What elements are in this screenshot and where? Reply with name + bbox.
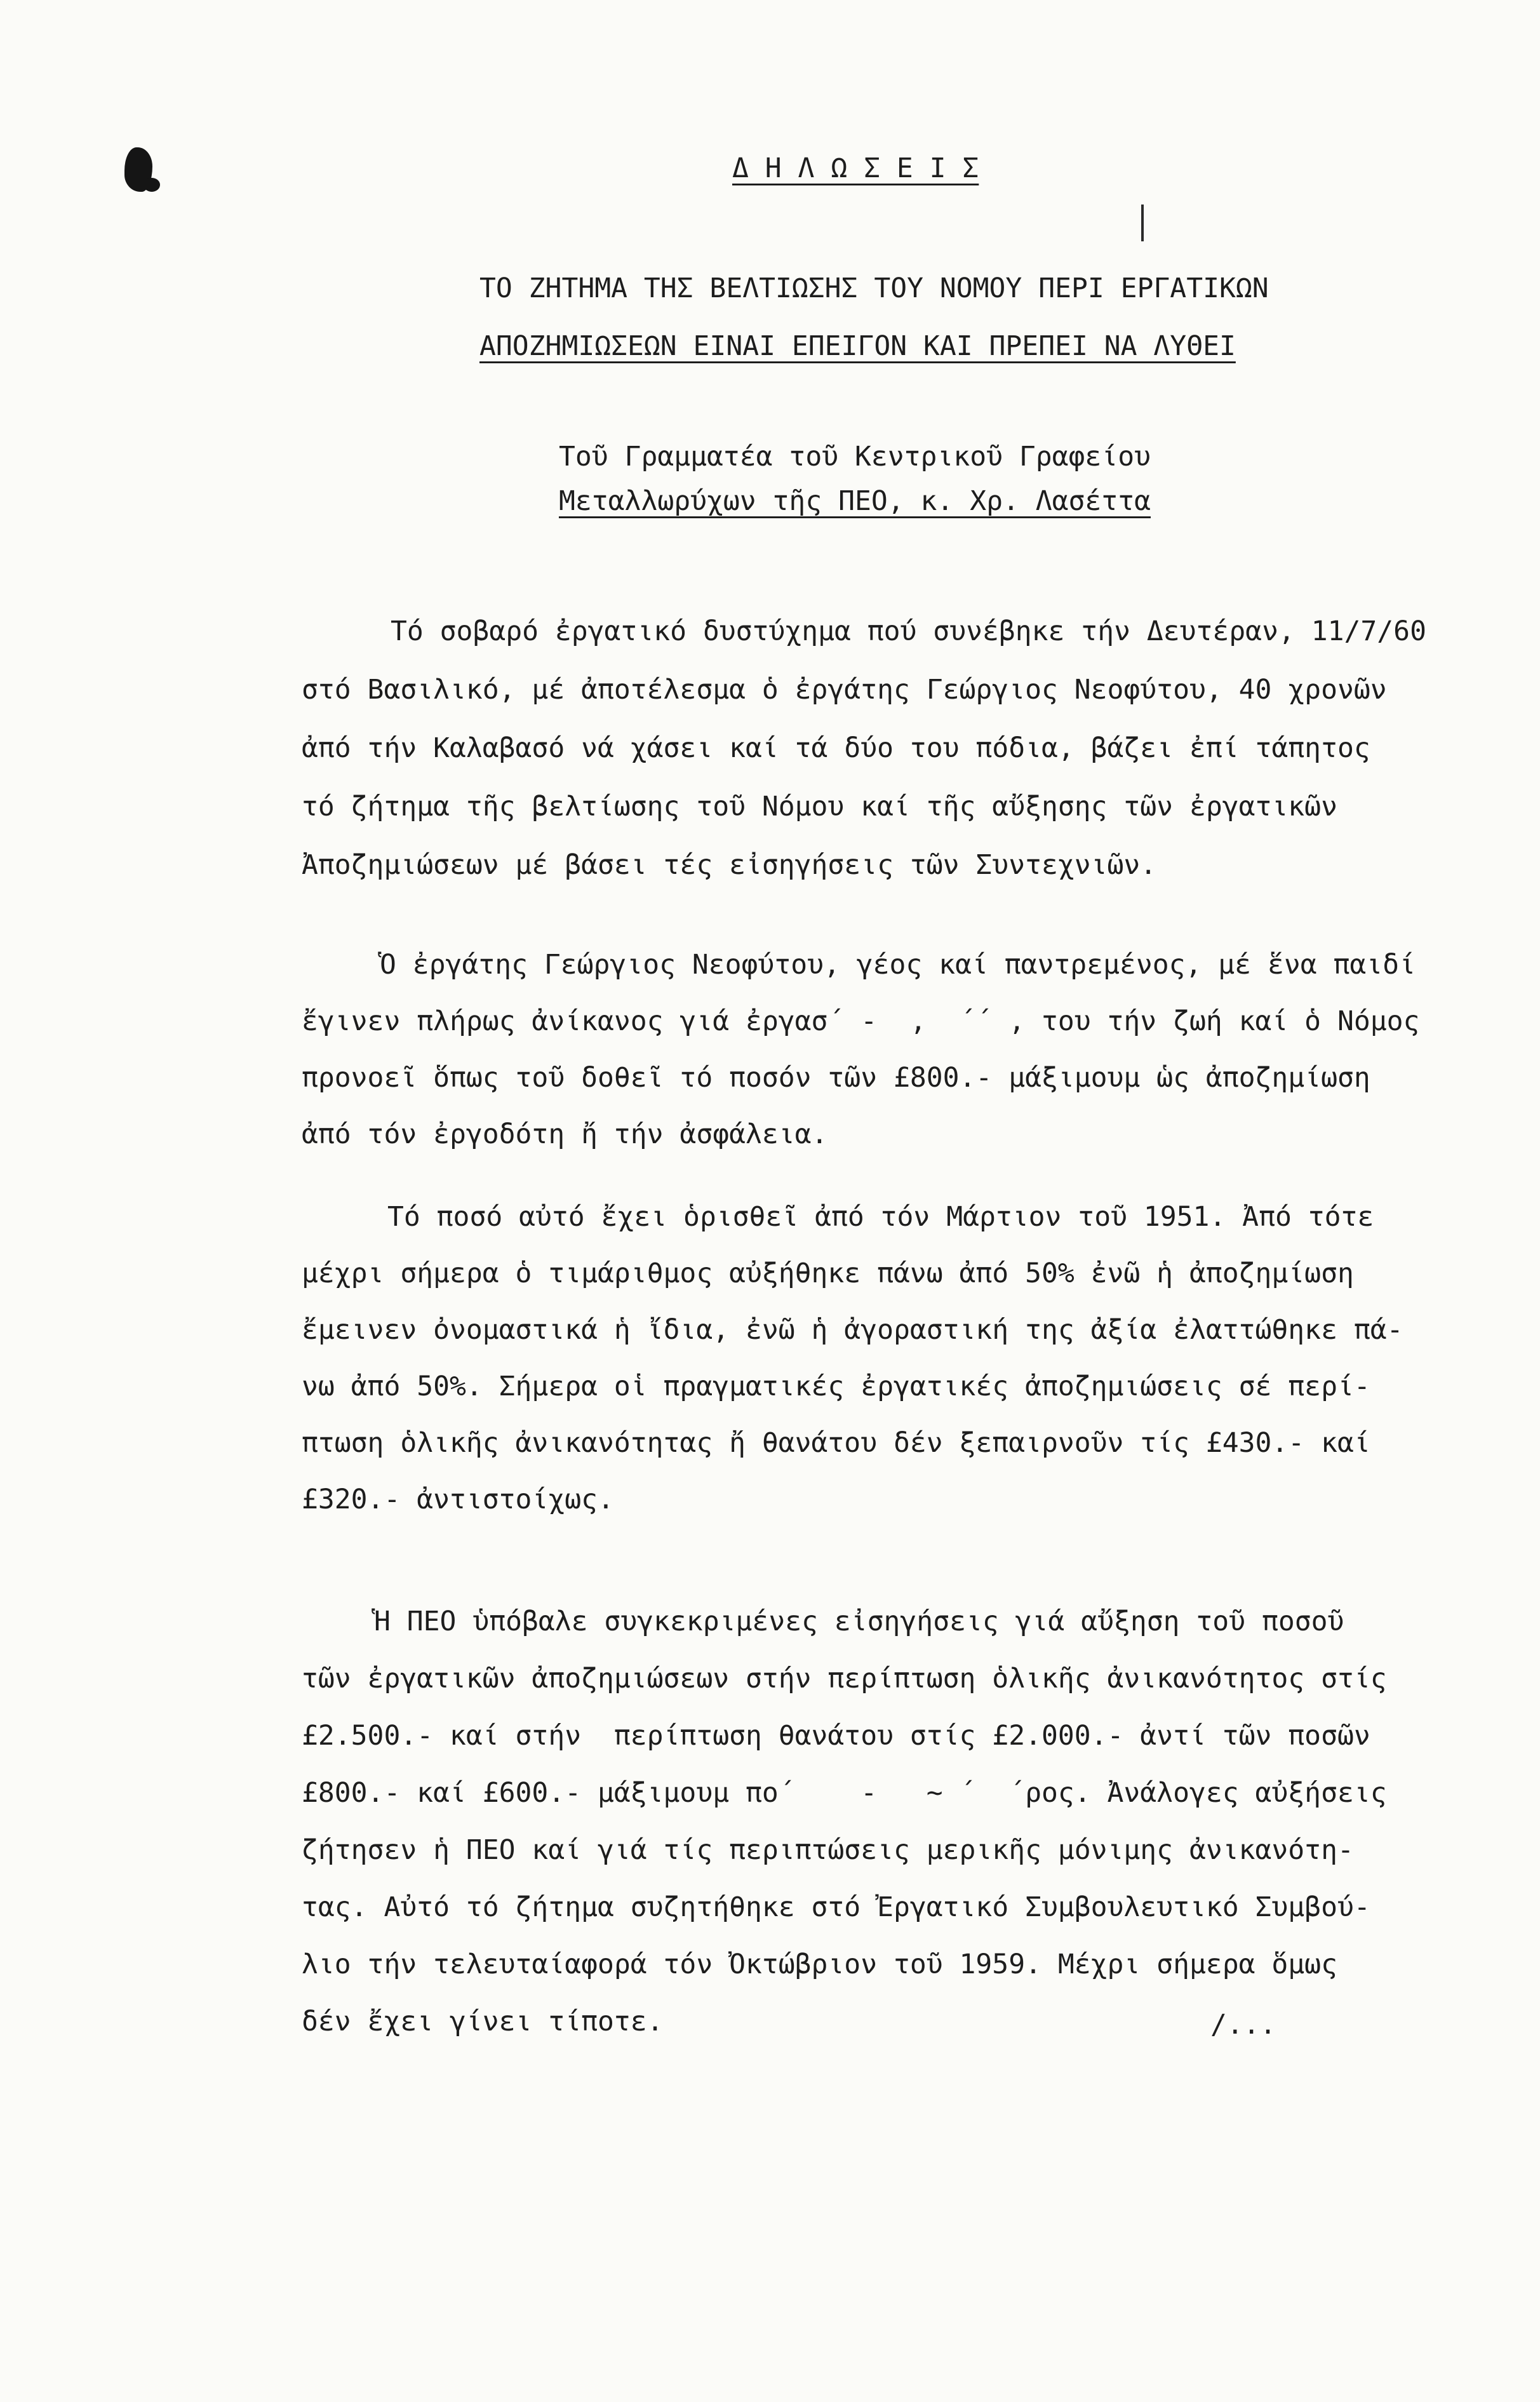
paragraph-line: Ὁ ἐργάτης Γεώργιος Νεοφύτου, γέος καί παντρεμένος, μέ ἕνα παιδί — [380, 949, 1416, 981]
byline-line-2: Μεταλλωρύχων τῆς ΠΕΟ, κ. Χρ. Λασέττα — [559, 485, 1151, 517]
headline-line-1: ΤΟ ΖΗΤΗΜΑ ΤΗΣ ΒΕΛΤΙΩΣΗΣ ΤΟΥ ΝΟΜΟΥ ΠΕΡΙ ΕΡΓΑΤΙΚΩΝ — [479, 272, 1269, 304]
headline-line-2: ΑΠΟΖΗΜΙΩΣΕΩΝ ΕΙΝΑΙ ΕΠΕΙΓΟΝ ΚΑΙ ΠΡΕΠΕΙ ΝΑ ΛΥΘΕΙ — [479, 330, 1236, 362]
paragraph-4 — [302, 1593, 1508, 2050]
paragraph-line: μέχρι σήμερα ὁ τιμάριθμος αὐξήθηκε πάνω ἀπό 50% ἐνῶ ἡ ἀποζημίωση — [302, 1258, 1354, 1289]
byline-line-1: Τοῦ Γραμματέα τοῦ Κεντρικοῦ Γραφείου — [559, 441, 1151, 473]
paragraph-line: ἀπό τήν Καλαβασό νά χάσει καί τά δύο του πόδια, βάζει ἐπί τάπητος — [302, 732, 1370, 764]
paragraph-line: τό ζήτημα τῆς βελτίωσης τοῦ Νόμου καί τῆς αὔξησης τῶν ἐργατικῶν — [302, 791, 1337, 822]
paragraph-2 — [302, 937, 1508, 1163]
paragraph-line: στό Βασιλικό, μέ ἀποτέλεσμα ὁ ἐργάτης Γεώργιος Νεοφύτου, 40 χρονῶν — [302, 674, 1387, 706]
paragraph-line: £320.- ἀντιστοίχως. — [302, 1484, 614, 1515]
paragraph-3 — [302, 1189, 1508, 1528]
paragraph-line: Ἀποζημιώσεων μέ βάσει τές εἰσηγήσεις τῶν Συντεχνιῶν. — [302, 849, 1157, 881]
paragraph-line: νω ἀπό 50%. Σήμερα οἱ πραγματικές ἐργατικές ἀποζημιώσεις σέ περί- — [302, 1371, 1370, 1402]
paragraph-line: ἔγινεν πλήρως ἀνίκανος γιά ἐργασ΄ - , ΄΄ , του τήν ζωή καί ὁ Νόμος — [302, 1005, 1420, 1037]
stray-pen-mark — [1141, 205, 1144, 241]
paragraph-line: προνοεῖ ὅπως τοῦ δοθεῖ τό ποσόν τῶν £800.- μάξιμουμ ὡς ἀποζημίωση — [302, 1062, 1370, 1094]
document-title: Δ Η Λ Ω Σ Ε Ι Σ — [732, 152, 979, 184]
paragraph-line: τας. Αὐτό τό ζήτημα συζητήθηκε στό Ἐργατικό Συμβουλευτικό Συμβού- — [302, 1891, 1370, 1923]
paragraph-line: ἀπό τόν ἐργοδότη ἤ τήν ἀσφάλεια. — [302, 1118, 828, 1150]
paragraph-line: ἔμεινεν ὀνομαστικά ἡ ἴδια, ἐνῶ ἡ ἀγοραστική της ἀξία ἐλαττώθηκε πά- — [302, 1314, 1403, 1346]
continuation-mark: /... — [1210, 2009, 1276, 2041]
paragraph-line: Τό ποσό αὐτό ἔχει ὁρισθεῖ ἀπό τόν Μάρτιον τοῦ 1951. Ἀπό τότε — [387, 1201, 1374, 1233]
paragraph-line: δέν ἔχει γίνει τίποτε. — [302, 2006, 664, 2037]
paragraph-line: Ἡ ΠΕΟ ὑπόβαλε συγκεκριμένες εἰσηγήσεις γιά αὔξηση τοῦ ποσοῦ — [374, 1606, 1344, 1637]
paragraph-1 — [302, 602, 1508, 894]
paragraph-line: Τό σοβαρό ἐργατικό δυστύχημα πού συνέβηκε τήν Δευτέραν, 11/7/60 — [391, 615, 1426, 647]
paragraph-line: πτωση ὁλικῆς ἀνικανότητας ἤ θανάτου δέν ξεπαιρνοῦν τίς £430.- καί — [302, 1427, 1370, 1459]
paragraph-line: λιο τήν τελευταίαφορά τόν Ὀκτώβριον τοῦ 1959. Μέχρι σήμερα ὅμως — [302, 1949, 1337, 1980]
paragraph-line: ζήτησεν ἡ ΠΕΟ καί γιά τίς περιπτώσεις μερικῆς μόνιμης ἀνικανότη- — [302, 1834, 1354, 1866]
ink-blot — [124, 147, 152, 192]
paragraph-line: £2.500.- καί στήν περίπτωση θανάτου στίς £2.000.- ἀντί τῶν ποσῶν — [302, 1720, 1370, 1752]
paragraph-line: £800.- καί £600.- μάξιμουμ πο΄ - ~ ΄ ΄ρος. Ἀνάλογες αὐξήσεις — [302, 1777, 1387, 1809]
paragraph-line: τῶν ἐργατικῶν ἀποζημιώσεων στήν περίπτωση ὁλικῆς ἀνικανότητος στίς — [302, 1663, 1387, 1694]
